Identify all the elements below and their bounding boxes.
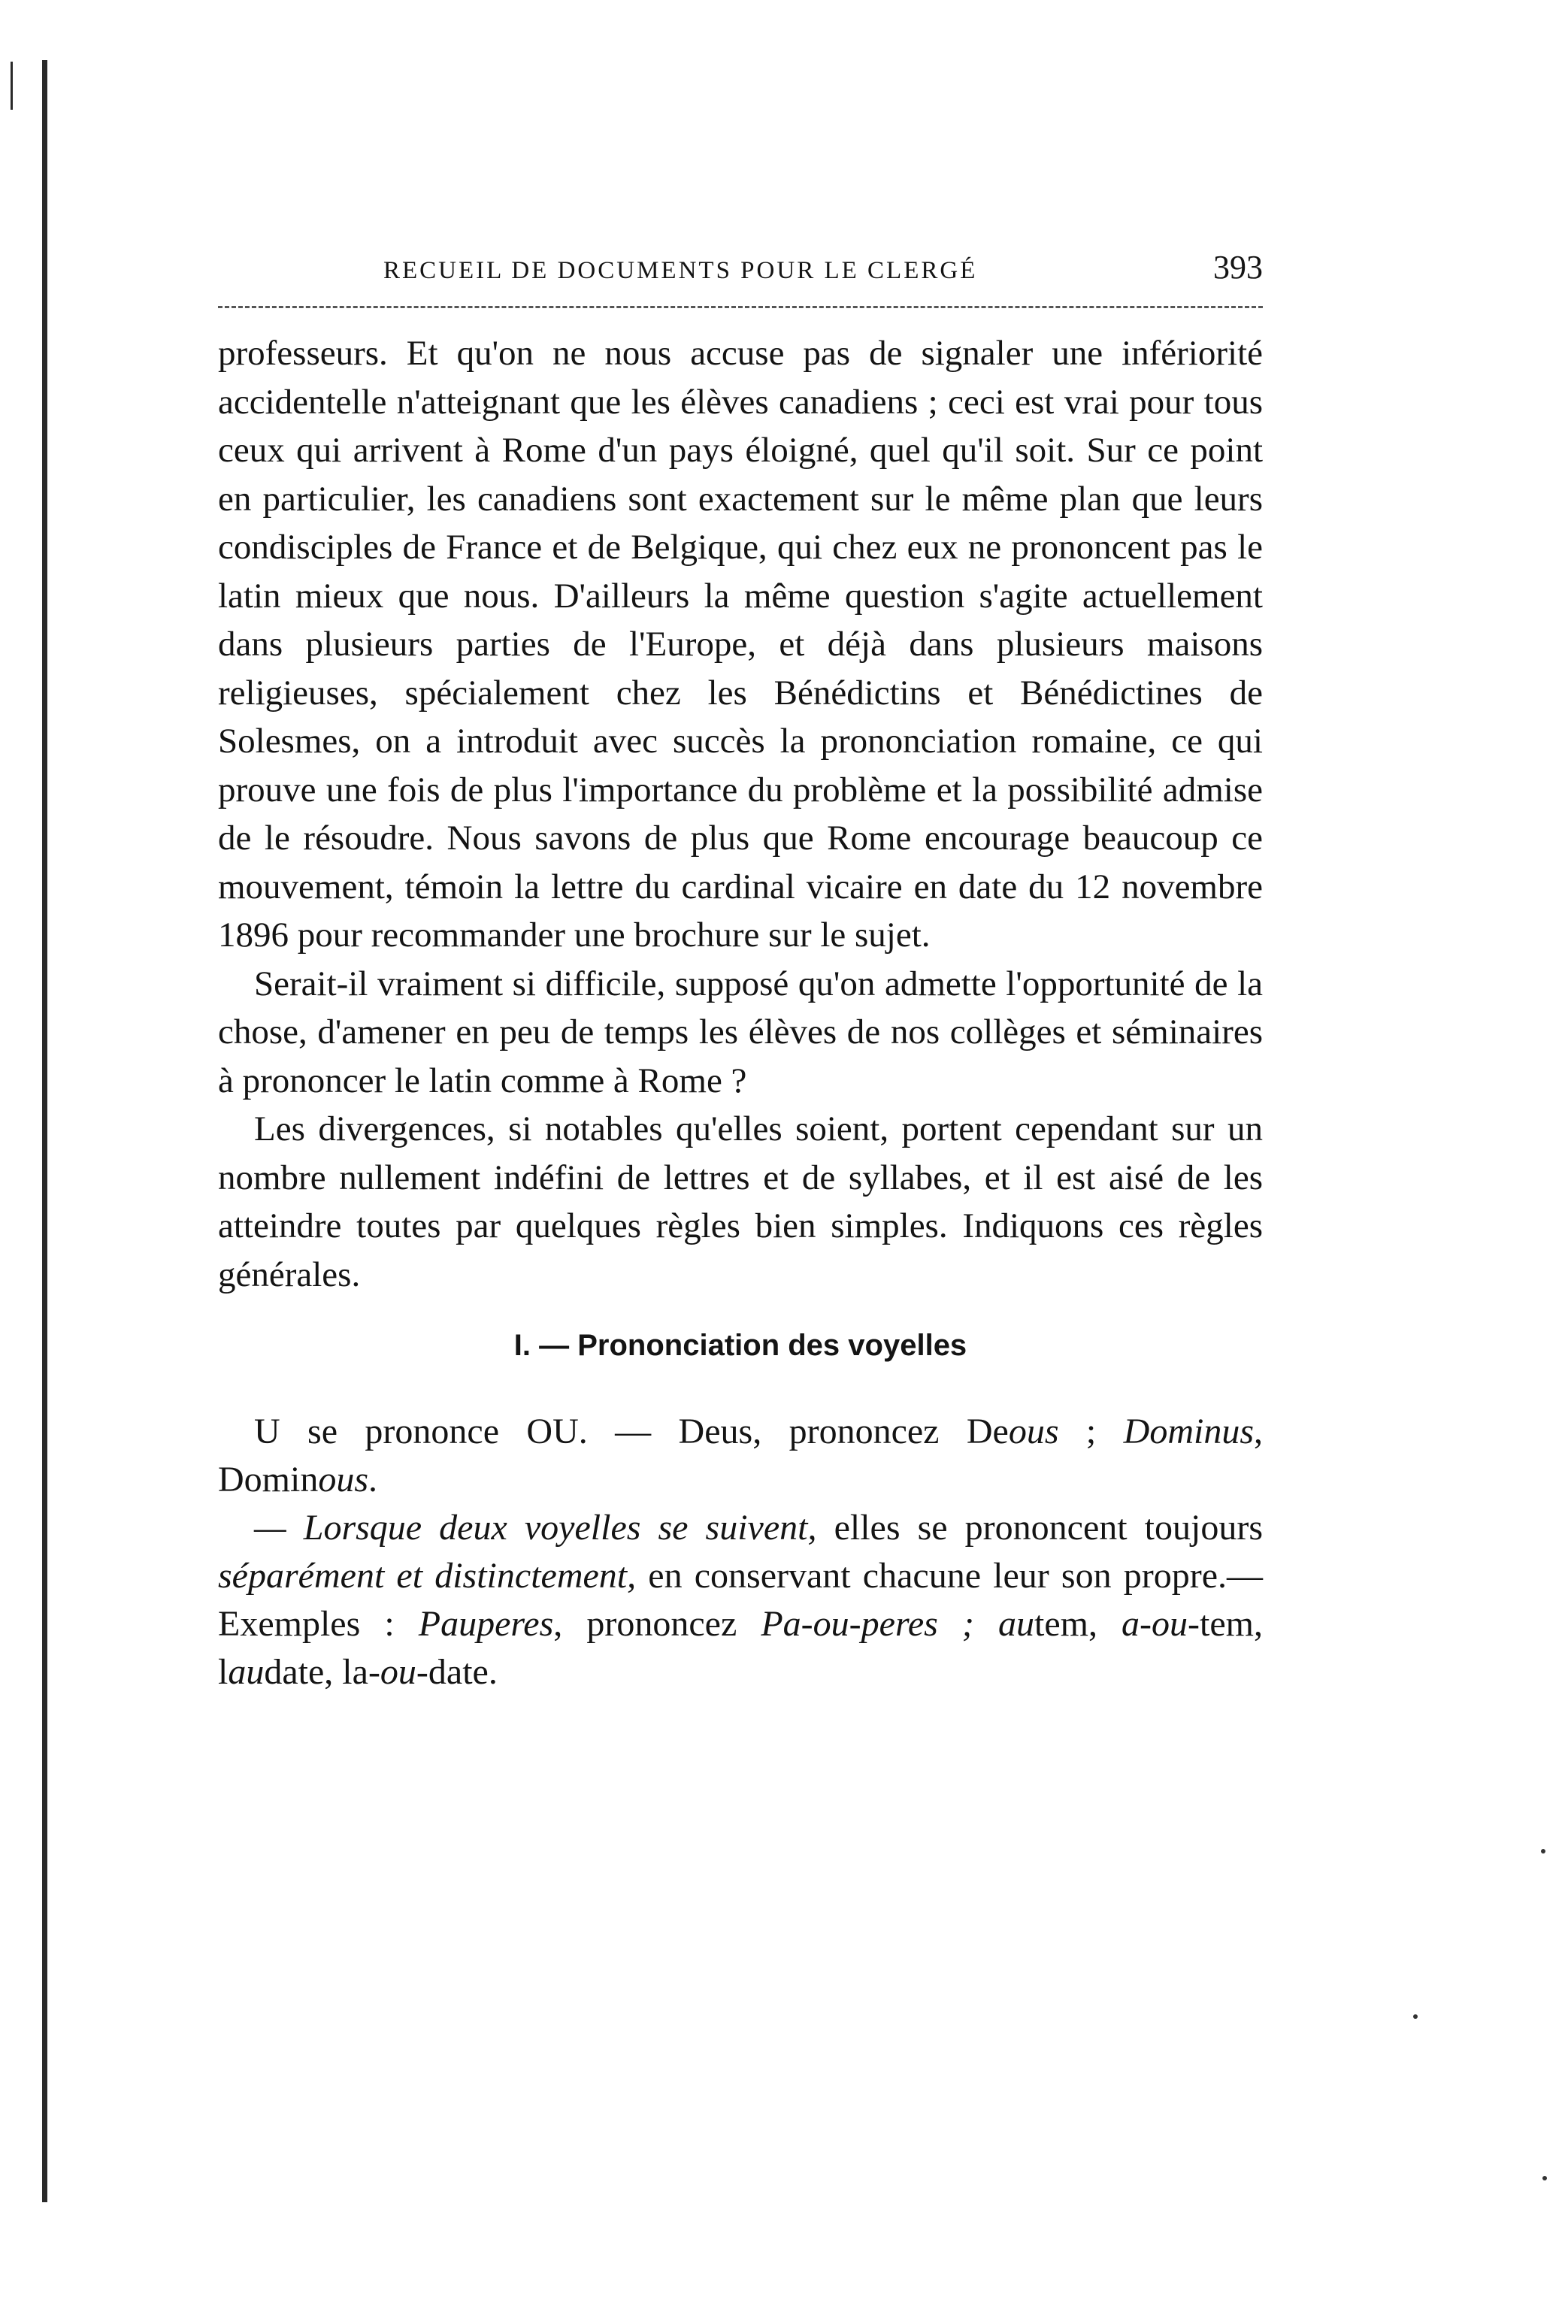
rule-vowels-sep-3: , bbox=[324, 1652, 343, 1692]
rule-u-pron-1b: ous bbox=[1008, 1412, 1059, 1451]
rule-vowels-end-2: , bbox=[1254, 1604, 1263, 1644]
rule-vowels-pron-3b: ou bbox=[380, 1652, 416, 1692]
rule-u-pron-2b: ous bbox=[318, 1460, 369, 1499]
rule-vowels-text-2: en conservant chacune leur son propre.— Exemples : bbox=[218, 1556, 1263, 1644]
rule-u-end-2: . bbox=[368, 1460, 378, 1499]
rule-vowels-pron-1: Pa-ou-peres ; bbox=[761, 1604, 974, 1644]
rule-u-sep-2: , bbox=[1254, 1412, 1263, 1451]
rule-vowels-pron-2a: a-ou- bbox=[1122, 1604, 1200, 1644]
paragraph-2: Serait-il vraiment si difficile, supposé qu'on admette l'opportunité de la chose, d'amener en peu de temps les élèves de nos collèges et séminaires à prononcer le latin comme à Rome ? bbox=[218, 964, 1263, 1100]
scan-speck bbox=[1541, 1849, 1545, 1853]
page-binding-edge bbox=[42, 60, 47, 2202]
book-page bbox=[218, 248, 1263, 1696]
rule-u-example-2: Dominus bbox=[1123, 1412, 1254, 1451]
rule-vowels-sep-2: , bbox=[1088, 1604, 1122, 1644]
rule-vowels-pron-2b: tem bbox=[1200, 1604, 1254, 1644]
running-header-title: RECUEIL DE DOCUMENTS POUR LE CLERGÉ bbox=[383, 257, 978, 284]
rule-u-lead: U se prononce OU. — bbox=[254, 1412, 679, 1451]
rule-vowels-lead: — Lorsque deux voyelles se suivent, bbox=[254, 1508, 817, 1548]
rule-u-pron-1a: De bbox=[966, 1412, 1009, 1451]
rule-vowels-example-3c: date bbox=[264, 1652, 325, 1692]
rule-vowels-sep-1: , prononcez bbox=[553, 1604, 761, 1644]
running-header bbox=[383, 248, 1263, 286]
rule-vowels-paragraph bbox=[218, 1504, 1263, 1696]
rule-vowels-example-3a: l bbox=[218, 1652, 229, 1692]
header-rule bbox=[218, 306, 1263, 308]
rule-vowels-space bbox=[974, 1604, 998, 1644]
rule-vowels-example-1: Pauperes bbox=[418, 1604, 554, 1644]
rule-vowels-pron-3a: la- bbox=[342, 1652, 380, 1692]
scan-speck bbox=[1542, 2176, 1547, 2180]
rule-vowels-end-3: . bbox=[488, 1652, 498, 1692]
rule-u-sep-1: , prononcez bbox=[752, 1412, 967, 1451]
rule-u-end-1: ; bbox=[1058, 1412, 1124, 1451]
scan-speck bbox=[1413, 2014, 1418, 2019]
section-heading: I. — Prononciation des voyelles bbox=[513, 1329, 967, 1362]
rule-vowels-example-2b: tem bbox=[1034, 1604, 1088, 1644]
rule-vowels-pron-3c: -date bbox=[416, 1652, 489, 1692]
page-number: 393 bbox=[1213, 249, 1263, 286]
paragraph-3: Les divergences, si notables qu'elles soient, portent cependant sur un nombre nullement indéfini de lettres et de syllabes, et il est aisé de les atteindre toutes par quelques règles bien simples. Indiquons ces règles générales. bbox=[218, 1109, 1263, 1294]
paragraph-1: professeurs. Et qu'on ne nous accuse pas de signaler une infériorité accidentelle n'atteignant que les élèves canadiens ; ceci est vrai pour tous ceux qui arrivent à Rome d'un pays éloigné, quel qu'il soit. Sur ce point en particulier, les canadiens sont exactement sur le même plan que leurs condisciples de France et de Belgique, qui chez eux ne prononcent pas le latin mieux que nous. D'ailleurs la même question s'agite actuellement dans plusieurs parties de l'Europe, et déjà dans plusieurs maisons religieuses, spécialement chez les Bénédictins et Bénédictines de Solesmes, on a introduit avec succès la prononciation romaine, ce qui prouve une fois de plus l'importance du problème et la possibilité admise de le résoudre. Nous savons de plus que Rome encourage beaucoup ce mouvement, témoin la lettre du cardinal vicaire en date du 12 novembre 1896 pour recommander une brochure sur le sujet. bbox=[218, 334, 1263, 955]
rule-u-example-1: Deus bbox=[678, 1412, 753, 1451]
rule-u-pron-2a: Domin bbox=[218, 1460, 319, 1499]
scan-artifact bbox=[11, 62, 13, 110]
rule-vowels-italic-2: séparément et distinctement, bbox=[218, 1556, 637, 1596]
rule-vowels-example-2a: au bbox=[997, 1604, 1034, 1644]
rule-vowels-example-3b: au bbox=[228, 1652, 265, 1692]
rule-u-paragraph bbox=[218, 1408, 1263, 1504]
rule-vowels-text-1: elles se prononcent toujours bbox=[816, 1508, 1263, 1548]
